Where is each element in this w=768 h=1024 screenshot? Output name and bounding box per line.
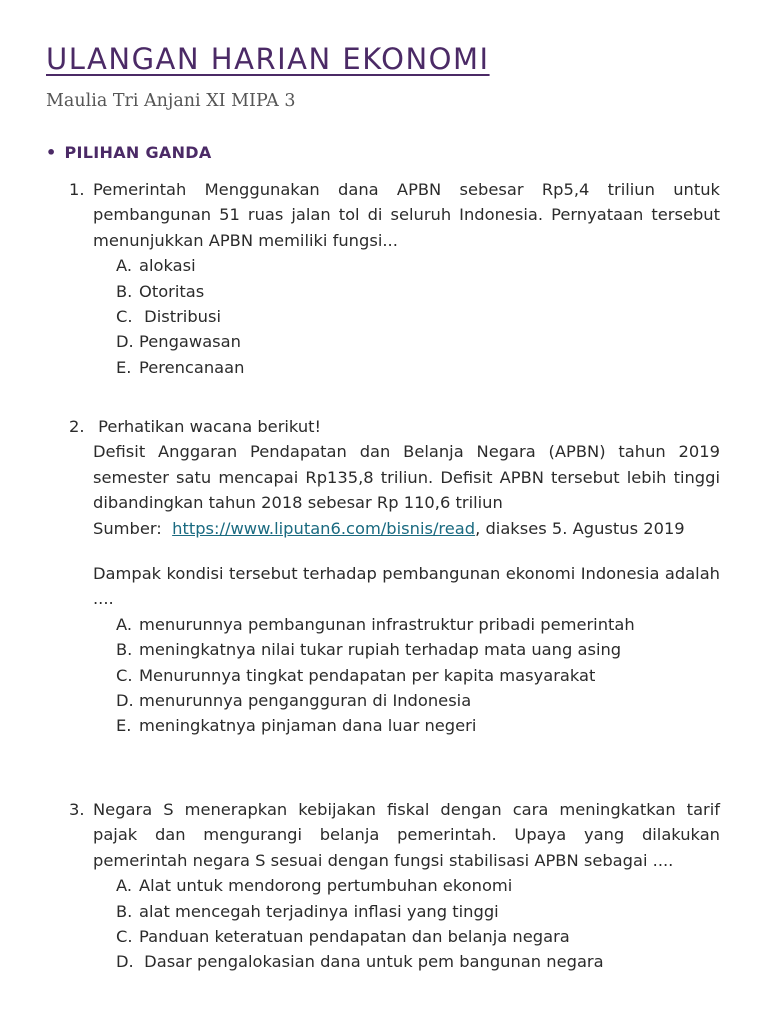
option-a	[116, 612, 720, 637]
question-intro: Perhatikan wacana berikut!	[93, 417, 322, 436]
option-d	[116, 688, 720, 713]
option-c	[116, 663, 720, 688]
option-letter: B.	[116, 281, 133, 301]
question-number: 3.	[69, 800, 85, 819]
option-d	[116, 329, 720, 354]
option-text: Distribusi	[139, 307, 221, 327]
option-b	[116, 279, 720, 304]
option-letter: C.	[116, 927, 133, 947]
source-suffix: , diakses 5. Agustus 2019	[475, 518, 685, 538]
option-a	[116, 253, 720, 278]
option-letter: C.	[116, 665, 133, 685]
option-letter: A.	[116, 876, 133, 896]
option-text: Menurunnya tingkat pendapatan per kapita masyarakat	[139, 665, 596, 685]
question-passage: Defisit Anggaran Pendapatan dan Belanja Negara (APBN) tahun 2019 semester satu mencapai Rp135,8 triliun. Defisit APBN tersebut lebih tinggi dibandingkan tahun 2018 sebesar Rp 110,6 triliun	[93, 442, 720, 513]
option-c	[116, 924, 720, 949]
source-label: Sumber:	[93, 518, 162, 538]
bullet-icon: •	[46, 143, 57, 162]
option-text: Dasar pengalokasian dana untuk pem bangunan negara	[139, 952, 604, 972]
option-text: alokasi	[139, 256, 196, 276]
option-text: alat mencegah terjadinya inflasi yang tinggi	[139, 901, 499, 921]
option-text: menurunnya pengangguran di Indonesia	[139, 691, 472, 711]
option-e	[116, 713, 720, 738]
option-a	[116, 873, 720, 898]
option-text: Pengawasan	[139, 332, 241, 352]
option-d	[116, 949, 720, 974]
option-e	[116, 355, 720, 380]
author-line: Maulia Tri Anjani XI MIPA 3	[46, 91, 296, 111]
source-line	[93, 516, 720, 541]
section-heading	[46, 143, 212, 162]
option-letter: D.	[116, 952, 134, 972]
page-title: ULANGAN HARIAN EKONOMI	[46, 42, 490, 76]
option-letter: E.	[116, 716, 132, 736]
option-letter: C.	[116, 307, 133, 327]
option-b	[116, 899, 720, 924]
option-letter: A.	[116, 256, 133, 276]
question-number: 2.	[69, 417, 85, 436]
option-b	[116, 637, 720, 662]
option-letter: B.	[116, 901, 133, 921]
question-text: Pemerintah Menggunakan dana APBN sebesar Rp5,4 triliun untuk pembangunan 51 ruas jalan tol di seluruh Indonesia. Pernyataan tersebut menunjukkan APBN memiliki fungsi...	[93, 180, 720, 250]
option-letter: A.	[116, 614, 133, 634]
section-label: PILIHAN GANDA	[64, 143, 212, 162]
option-c	[116, 304, 720, 329]
question-number: 1.	[69, 180, 85, 199]
option-letter: B.	[116, 640, 133, 660]
source-link[interactable]: https://www.liputan6.com/bisnis/read	[172, 518, 476, 538]
question-text: Negara S menerapkan kebijakan fiskal dengan cara meningkatkan tarif pajak dan mengurangi belanja pemerintah. Upaya yang dilakukan pemerintah negara S sesuai dengan fungsi stabilisasi APBN sebagai ....	[93, 800, 720, 870]
option-text: Otoritas	[139, 281, 205, 301]
option-text: meningkatnya nilai tukar rupiah terhadap mata uang asing	[139, 640, 622, 660]
question-prompt: Dampak kondisi tersebut terhadap pembangunan ekonomi Indonesia adalah ....	[93, 564, 720, 609]
option-text: menurunnya pembangunan infrastruktur pribadi pemerintah	[139, 614, 635, 634]
option-text: meningkatnya pinjaman dana luar negeri	[139, 716, 477, 736]
option-letter: E.	[116, 357, 132, 377]
option-text: Panduan keteratuan pendapatan dan belanja negara	[139, 927, 570, 947]
option-text: Perencanaan	[139, 357, 245, 377]
option-letter: D.	[116, 691, 134, 711]
option-letter: D.	[116, 332, 134, 352]
option-text: Alat untuk mendorong pertumbuhan ekonomi	[139, 876, 513, 896]
